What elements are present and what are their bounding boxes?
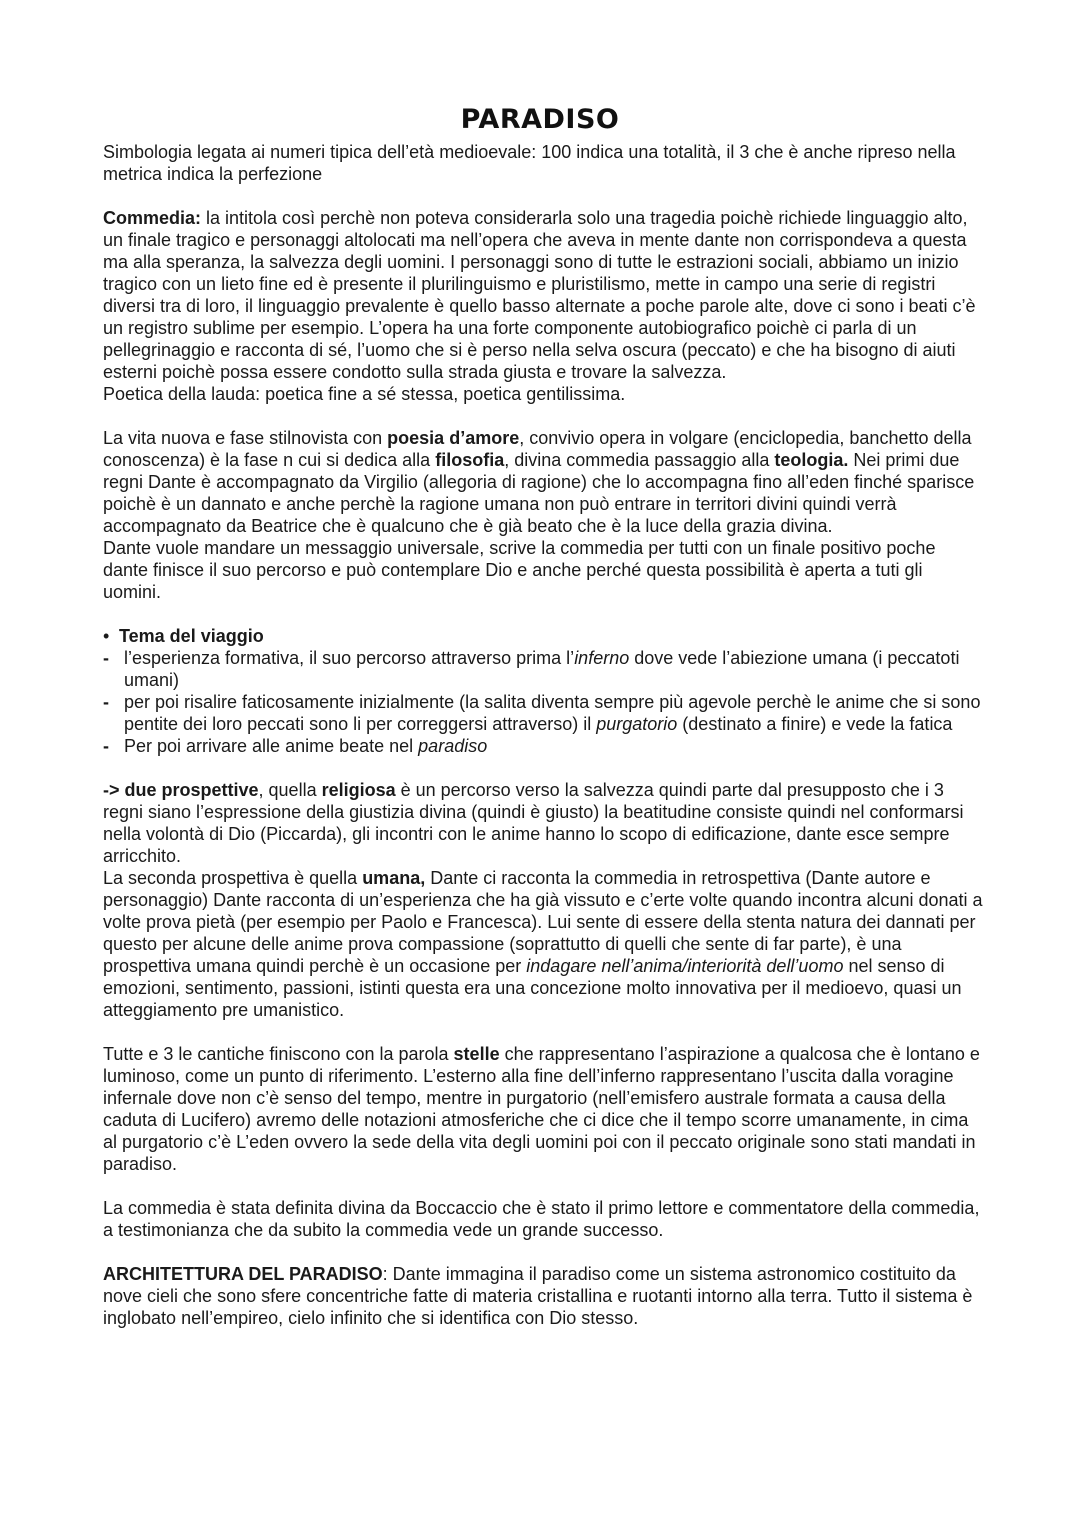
term-teologia: teologia.: [774, 450, 849, 470]
document-body: [103, 141, 983, 1329]
list-item: - per poi risalire faticosamente inizialmente (la salita diventa sempre più agevole perchè le anime che si sono pentite dei loro peccati sono li per correggersi attraverso) il purgatorio (destinato a finire) e vede la fatica: [103, 692, 981, 734]
term-poesia-amore: poesia d’amore: [387, 428, 520, 448]
paragraph-prospettiva-umana: La seconda prospettiva è quella umana, Dante ci racconta la commedia in retrospettiva (Dante autore e personaggio) Dante racconta di un’esperienza che ha già vissuto e c’erte volte quando incontra alcuni donati a volte prova pietà (per esempio per Paolo e Francesca). Lui sente di essere della stenta natura dei dannati per questo per alcune delle anime prova compassione (soprattutto di quelli che sente di far parte), è una prospettiva umana quindi perchè è un occasione per indagare nell’anima/interiorità dell’uomo nel senso di emozioni, sentimento, passioni, istinti questa era una concezione molto innovativa per il medioevo, quasi un atteggiamento pre umanistico.: [103, 868, 983, 1020]
page-title: PARADISO: [460, 104, 620, 135]
bullet-icon: •: [103, 626, 110, 646]
paragraph-messaggio: Dante vuole mandare un messaggio universale, scrive la commedia per tutti con un finale positivo poche dante finisce il suo percorso e può contemplare Dio e anche perché questa possibilità è aperta a tuti gli uomini.: [103, 538, 936, 602]
paragraph-commedia: Commedia: la intitola così perchè non poteva considerarla solo una tragedia poichè richiede linguaggio alto, un finale tragico e personaggi altolocati ma nell’opera che aveva in mente dante non corrispondeva a questa ma alla speranza, la salvezza degli uomini. I personaggi sono di tutte le estrazioni sociali, abbiamo un inizio tragico con un lieto fine ed è presente il plurilinguismo e pluristilismo, mette in campo una serie di registri diversi tra di loro, il linguaggio prevalente è quello basso alternate a poche parole alte, dove ci sono i beati c’è un registro sublime per esempio. L’opera ha una forte componente autobiografico poichè ci parla di un pellegrinaggio e racconta di sé, l’uomo che si è perso nella selva oscura (peccato) e che ha bisogno di aiuti esterni poichè possa essere condotto sulla strada giusta e trovare la salvezza.: [103, 208, 976, 382]
list-item: - l’esperienza formativa, il suo percorso attraverso prima l’inferno dove vede l’abiezione umana (i peccatoti umani): [103, 648, 960, 690]
dash-icon: -: [103, 736, 109, 756]
paragraph-architettura: ARCHITETTURA DEL PARADISO: Dante immagina il paradiso come un sistema astronomico costituito da nove cieli che sono sfere concentriche fatte di materia cristallina e ruotanti intorno alla terra. Tutto il sistema è inglobato nell’empireo, cielo infinito che si identifica con Dio stesso.: [103, 1264, 973, 1328]
paragraph-simbologia: Simbologia legata ai numeri tipica dell’età medioevale: 100 indica una totalità, il 3 che è anche ripreso nella metrica indica la perfezione: [103, 142, 956, 184]
term-filosofia: filosofia: [435, 450, 505, 470]
section-heading-viaggio: • Tema del viaggio: [103, 626, 264, 646]
paragraph-boccaccio: La commedia è stata definita divina da Boccaccio che è stato il primo lettore e commentatore della commedia, a testimonianza che da subito la commedia vede un grande successo.: [103, 1198, 980, 1240]
term-commedia: Commedia:: [103, 208, 202, 228]
dash-icon: -: [103, 692, 109, 712]
paragraph-vita-nuova: La vita nuova e fase stilnovista con poesia d’amore, convivio opera in volgare (enciclopedia, banchetto della conoscenza) è la fase n cui si dedica alla filosofia, divina commedia passaggio alla teologia. Nei primi due regni Dante è accompagnato da Virgilio (allegoria di ragione) che lo accompagna fino all’eden finché sparisce poichè è un dannato e anche perchè la ragione umana non può entrare in territori divini quindi verrà accompagnato da Beatrice che è qualcuno che è già beato che è la luce della grazia divina.: [103, 428, 975, 536]
paragraph-stelle: Tutte e 3 le cantiche finiscono con la parola stelle che rappresentano l’aspirazione a qualcosa che è lontano e luminoso, come un punto di riferimento. L’esterno alla fine dell’inferno rappresentano l’uscita dalla voragine infernale dove non c’è senso del tempo, mentre in purgatorio (nell’emisfero australe formata a causa della caduta di Lucifero) avremo delle notazioni atmosferiche che ci dice che il tempo scorre umanamente, in cima al purgatorio c’è L’eden ovvero la sede della vita degli uomini poi con il peccato originale sono stati mandati in paradiso.: [103, 1044, 980, 1174]
list-item: - Per poi arrivare alle anime beate nel paradiso: [103, 736, 488, 756]
paragraph-prospettive: -> due prospettive, quella religiosa è un percorso verso la salvezza quindi parte dal presupposto che i 3 regni siano l’espressione della giustizia divina (quindi è giusto) la beatitudine consiste quindi nel conformarsi nella volontà di Dio (Piccarda), gli incontri con le anime hanno lo scopo di edificazione, dante esce sempre arricchito.: [103, 780, 964, 866]
dash-icon: -: [103, 648, 109, 668]
paragraph-lauda: Poetica della lauda: poetica fine a sé stessa, poetica gentilissima.: [103, 384, 626, 404]
